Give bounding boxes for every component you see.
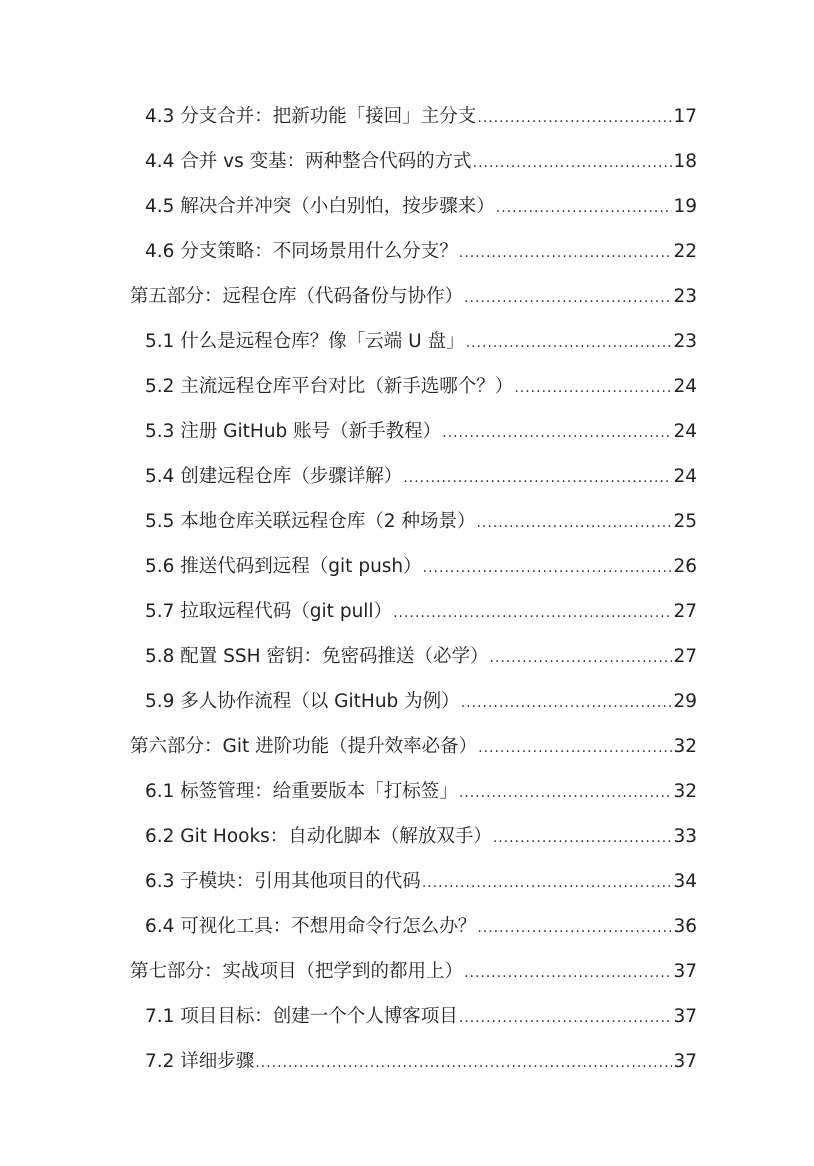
dot-leader [255,1041,672,1086]
toc-entry-page-number: 37 [673,1051,697,1072]
toc-entry-page-number: 37 [673,961,697,982]
toc-entry-5-8[interactable] [0,634,814,679]
dot-leader [478,726,672,771]
toc-entry-page-number: 24 [673,466,697,487]
toc-entry-6-2[interactable] [0,814,814,859]
toc-entry-6-3[interactable] [0,859,814,904]
dot-leader [459,231,673,276]
dot-leader [477,906,672,951]
dot-leader [442,411,672,456]
dot-leader [496,186,673,231]
dot-leader [464,276,672,321]
toc-entry-page-number: 32 [673,736,697,757]
toc-entry-page-number: 33 [673,826,697,847]
toc-entry-title: 第六部分：Git 进阶功能（提升效率必备） [130,736,478,757]
dot-leader [464,951,672,996]
dot-leader [393,591,672,636]
toc-entry-5-4[interactable] [0,454,814,499]
toc-entry-5-6[interactable] [0,544,814,589]
toc-entry-title: 5.2 主流远程仓库平台对比（新手选哪个？） [145,376,514,397]
toc-entry-page-number: 32 [673,781,697,802]
dot-leader [422,861,673,906]
toc-entry-5-9[interactable] [0,679,814,724]
toc-entry-5-2[interactable] [0,364,814,409]
toc-entry-page-number: 24 [673,421,697,442]
toc-entry-5-5[interactable] [0,499,814,544]
toc-entry-title: 6.1 标签管理：给重要版本「打标签」 [145,781,458,802]
toc-entry-page-number: 19 [673,196,697,217]
toc-entry-page-number: 23 [673,286,697,307]
toc-entry-4-5[interactable] [0,184,814,229]
toc-entry-page-number: 36 [673,916,697,937]
toc-entry-page-number: 23 [673,331,697,352]
toc-entry-page-number: 26 [673,556,697,577]
toc-entry-page-number: 18 [673,151,697,172]
toc-entry-title: 第五部分：远程仓库（代码备份与协作） [130,286,464,307]
toc-entry-title: 4.4 合并 vs 变基：两种整合代码的方式 [145,151,472,172]
toc-entry-page-number: 37 [673,1006,697,1027]
toc-entry-6-4[interactable] [0,904,814,949]
toc-entry-part-5[interactable] [0,274,814,319]
toc-entry-page-number: 27 [673,646,697,667]
toc-entry-title: 4.3 分支合并：把新功能「接回」主分支 [145,106,477,127]
dot-leader [423,546,673,591]
toc-entry-part-7[interactable] [0,949,814,994]
toc-entry-title: 5.5 本地仓库关联远程仓库（2 种场景） [145,511,476,532]
dot-leader [403,456,672,501]
dot-leader [476,501,672,546]
toc-entry-title: 5.4 创建远程仓库（步骤详解） [145,466,403,487]
toc-entry-4-4[interactable] [0,139,814,184]
toc-entry-title: 6.3 子模块：引用其他项目的代码 [145,871,421,892]
dot-leader [493,816,673,861]
toc-entry-title: 5.1 什么是远程仓库？像「云端 U 盘」 [145,331,465,352]
toc-entry-5-3[interactable] [0,409,814,454]
toc-entry-page-number: 24 [673,376,697,397]
dot-leader [459,996,673,1041]
toc-entry-7-1[interactable] [0,994,814,1039]
dot-leader [466,321,673,366]
toc-entry-page-number: 25 [673,511,697,532]
dot-leader [461,681,673,726]
toc-entry-title: 5.6 推送代码到远程（git push） [145,556,422,577]
dot-leader [477,96,672,141]
toc-entry-page-number: 22 [673,241,697,262]
toc-entry-title: 4.5 解决合并冲突（小白别怕，按步骤来） [145,196,495,217]
table-of-contents [0,94,814,1084]
toc-entry-title: 5.8 配置 SSH 密钥：免密码推送（必学） [145,646,489,667]
dot-leader [514,366,672,411]
toc-entry-title: 7.1 项目目标：创建一个个人博客项目 [145,1006,458,1027]
dot-leader [489,636,672,681]
toc-entry-page-number: 27 [673,601,697,622]
toc-entry-page-number: 34 [673,871,697,892]
toc-entry-title: 5.3 注册 GitHub 账号（新手教程） [145,421,442,442]
toc-entry-title: 4.6 分支策略：不同场景用什么分支？ [145,241,458,262]
toc-entry-part-6[interactable] [0,724,814,769]
toc-entry-6-1[interactable] [0,769,814,814]
toc-entry-title: 6.2 Git Hooks：自动化脚本（解放双手） [145,826,492,847]
toc-entry-5-1[interactable] [0,319,814,364]
toc-entry-page-number: 29 [673,691,697,712]
toc-entry-4-6[interactable] [0,229,814,274]
toc-entry-4-3[interactable] [0,94,814,139]
toc-entry-title: 7.2 详细步骤 [145,1051,255,1072]
toc-entry-title: 5.9 多人协作流程（以 GitHub 为例） [145,691,460,712]
dot-leader [459,771,673,816]
toc-entry-title: 第七部分：实战项目（把学到的都用上） [130,961,464,982]
toc-entry-7-2[interactable] [0,1039,814,1084]
toc-entry-5-7[interactable] [0,589,814,634]
toc-entry-page-number: 17 [673,106,697,127]
dot-leader [473,141,673,186]
toc-entry-title: 5.7 拉取远程代码（git pull） [145,601,393,622]
toc-entry-title: 6.4 可视化工具：不想用命令行怎么办？ [145,916,477,937]
